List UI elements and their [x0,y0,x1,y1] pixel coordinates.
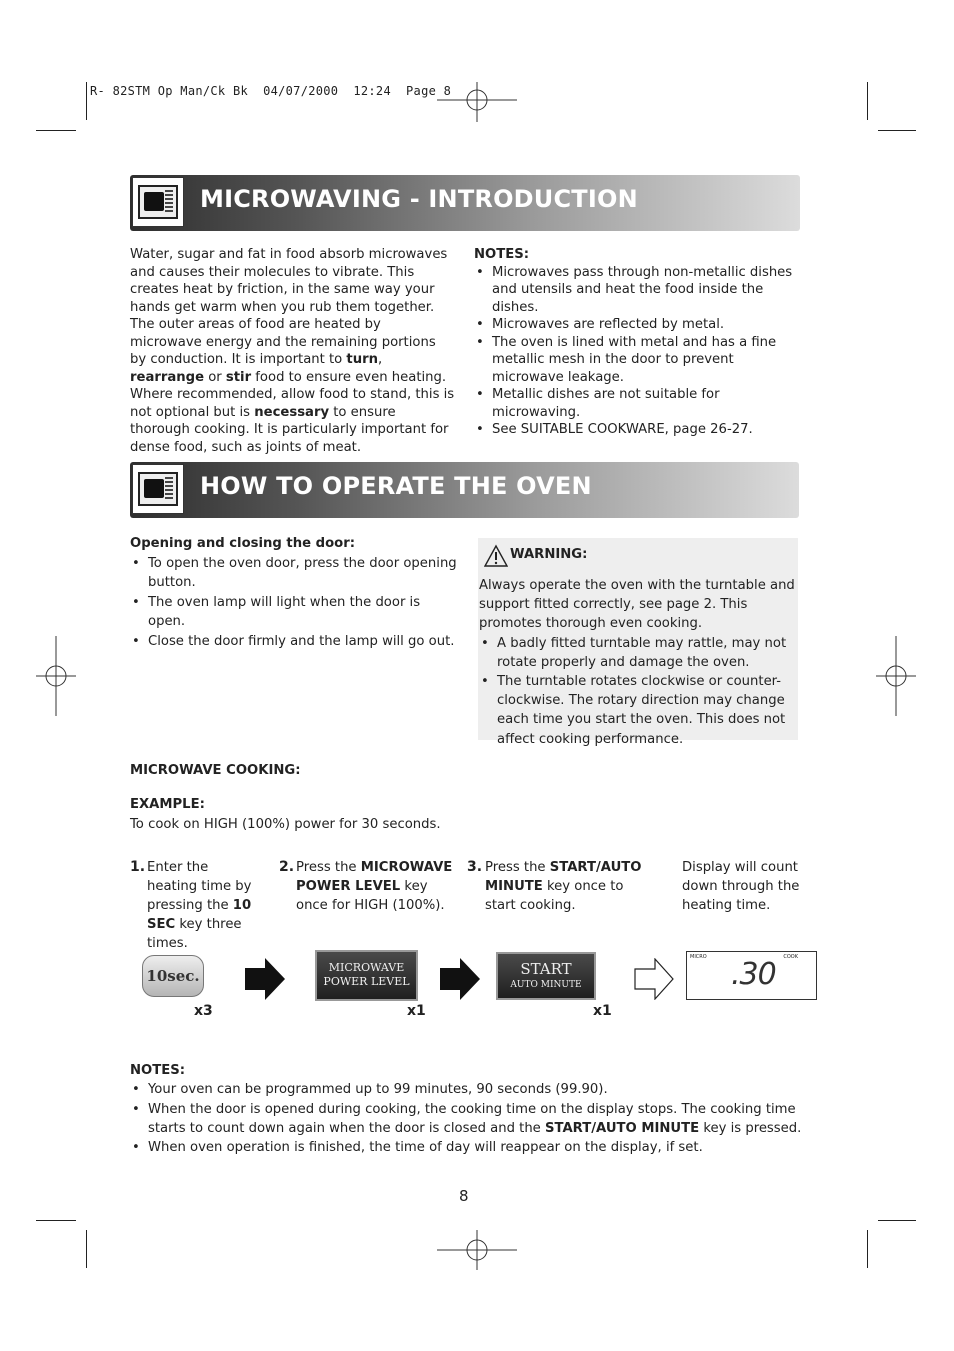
multiplier-label: x3 [194,1003,213,1019]
crop-mark [878,1220,916,1221]
section-title: HOW TO OPERATE THE OVEN [200,472,592,500]
step-4: Display will count down through the heating time. [682,860,800,913]
step-2: 2. Press the MICROWAVE POWER LEVEL key once for HIGH (100%). [279,859,453,913]
list-item: • Microwaves pass through non-metallic dishes and utensils and heat the food inside the dishes. [474,264,794,317]
list-item: • Microwaves are reflected by metal. [474,316,794,334]
oven-display [686,951,817,1000]
notes-block-intro [474,246,794,439]
multiplier-label: x1 [593,1003,612,1019]
section-banner-operate [130,462,799,518]
example-heading: EXAMPLE: [130,797,205,812]
notes-heading: NOTES: [130,1063,186,1078]
section-banner-intro [130,175,800,231]
section-title: MICROWAVING - INTRODUCTION [200,185,638,213]
list-item: • When oven operation is finished, the time of day will reappear on the display, if set. [130,1138,805,1157]
printer-slug: R- 82STM Op Man/Ck Bk 04/07/2000 12:24 Page 8 [90,84,452,98]
crop-mark [86,82,87,120]
page-number: 8 [459,1187,469,1205]
arrow-right-icon [245,958,285,1000]
list-item: • When the door is opened during cooking, the cooking time on the display stops. The cooking time starts to count down again when the door is closed and the START/AUTO MINUTE key is pressed. [130,1100,805,1139]
warning-box [478,538,798,747]
step-3: 3. Press the START/AUTO MINUTE key once to start cooking. [467,859,642,913]
microwave-icon [132,464,184,514]
notes-list [474,264,794,439]
arrow-right-icon [440,958,480,1000]
list-item: • The oven lamp will light when the door is open. [130,593,460,632]
example-text: To cook on HIGH (100%) power for 30 seconds. [130,817,441,832]
list-item: • A badly fitted turntable may rattle, may not rotate properly and damage the oven. [479,634,797,672]
crop-mark [36,130,76,131]
crop-mark [867,82,868,120]
display-value: .30 [731,957,776,992]
list-item: • Metallic dishes are not suitable for microwaving. [474,386,794,421]
arrow-right-outline-icon [634,958,674,1000]
list-item: • To open the oven door, press the door opening button. [130,554,460,593]
warning-text: Always operate the oven with the turntable and support fitted correctly, see page 2. This promotes thorough even cooking. • A badly fitted turntable may rattle, may not rotate properly and damage the oven. • The turntable rotates clockwise or counter-clockwise. The rotary direction may change each time you start the oven. This does not affect cooking performance. [479,576,797,749]
crop-mark [86,1230,87,1268]
list-item: • Close the door firmly and the lamp will go out. [130,632,460,652]
start-auto-minute-key[interactable]: START AUTO MINUTE [496,952,596,1000]
warning-heading: WARNING: [510,547,588,562]
warning-icon [484,544,508,568]
cooking-heading: MICROWAVE COOKING: [130,763,301,778]
door-heading: Opening and closing the door: [130,536,355,551]
step-number: 1. [130,859,146,875]
microwave-icon [132,177,184,227]
notes-block-cooking [130,1061,805,1157]
crop-mark [36,1220,76,1221]
notes-heading: NOTES: [474,247,530,262]
step-1: 1. Enter the heating time by pressing the 10 SEC key three times. [130,859,252,951]
list-item: • The turntable rotates clockwise or counter-clockwise. The rotary direction may change each time you start the oven. This does not affect cooking performance. [479,672,797,749]
ten-sec-key[interactable]: 10sec. [142,955,204,997]
registration-mark-bottom [437,1230,517,1270]
step-number: 3. [467,859,483,875]
registration-mark-left [36,636,76,716]
display-micro-label: MICRO [690,954,707,960]
microwave-power-level-key[interactable]: MICROWAVE POWER LEVEL [315,950,418,1001]
step-number: 2. [279,859,295,875]
list-item: • The oven is lined with metal and has a fine metallic mesh in the door to prevent microwave leakage. [474,334,794,387]
list-item: • See SUITABLE COOKWARE, page 26-27. [474,421,794,439]
multiplier-label: x1 [407,1003,426,1019]
display-cook-label: COOK [783,954,798,960]
door-instructions [130,534,460,651]
crop-mark [867,1230,868,1268]
list-item: • Your oven can be programmed up to 99 minutes, 90 seconds (99.90). [130,1080,805,1099]
intro-paragraph: Water, sugar and fat in food absorb microwaves and causes their molecules to vibrate. This creates heat by friction, in the same way your hands get warm when you rub them together. The outer areas of food are heated by microwave energy and the remaining portions by conduction. It is important to turn, rearrange or stir food to ensure even heating. Where recommended, allow food to stand, this is not optional but is necessary to ensure thorough cooking. It is particularly important for dense food, such as joints of meat. [130,247,455,455]
registration-mark-right [876,636,916,716]
registration-mark-top [437,82,517,122]
crop-mark [878,130,916,131]
